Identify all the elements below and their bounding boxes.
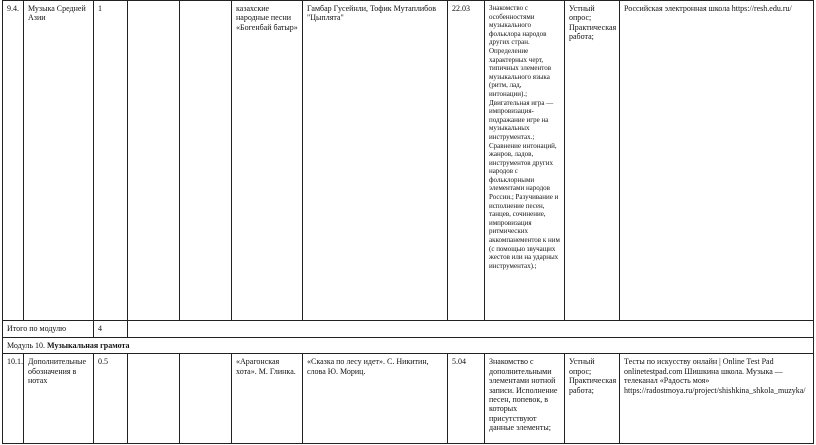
- listening-cell: «Арагонская хота». М. Глинка.: [232, 354, 303, 444]
- module-total-row: [3, 321, 814, 338]
- row-number: 9.4.: [3, 1, 24, 321]
- table-row: [3, 1, 814, 321]
- topic-cell: Музыка Средней Азии: [24, 1, 94, 321]
- date-cell: 5.04: [448, 354, 485, 444]
- activities-cell: Знакомство с дополнительными элементами нотной записи. Исполнение песен, попевок, в которых присутствуют данные элементы;: [485, 354, 565, 444]
- practical-works-cell: [180, 354, 232, 444]
- singing-cell: Гамбар Гусейнли, Тофик Мутаплибов "Цыплята": [303, 1, 448, 321]
- listening-cell: казахские народные песни «Богенбай батыр»: [232, 1, 303, 321]
- activities-cell: Знакомство с особенностями музыкального фольклора народов других стран. Определение характерных черт, типичных элементов музыкального языка (ритм, лад, интонации).; Двигательная игра — импровизация-подражание игре на музыкальных инструментах.; Сравнение интонаций, жанров, ладов, инструментов других народов с фольклорными элементами народов России.; Разучивание и исполнение песен, танцев, сочинение, импровизация ритмических аккомпанементов к ним (с помощью звучащих жестов или на ударных инструментах).;: [485, 1, 565, 321]
- practical-works-cell: [180, 1, 232, 321]
- hours-cell: 1: [94, 1, 128, 321]
- date-cell: 22.03: [448, 1, 485, 321]
- module-number: Модуль 10.: [7, 341, 46, 350]
- module-total-value: 4: [94, 321, 128, 338]
- control-works-cell: [128, 354, 180, 444]
- topic-cell: Дополнительные обозначения в нотах: [24, 354, 94, 444]
- control-form-cell: Устный опрос; Практическая работа;: [565, 354, 620, 444]
- module-total-empty: [128, 321, 814, 338]
- control-works-cell: [128, 1, 180, 321]
- row-number: 10.1.: [3, 354, 24, 444]
- curriculum-table: [2, 0, 814, 444]
- resources-cell: Тесты по искусству онлайн | Online Test Pad onlinetestpad.com Шишкина школа. Музыка — телеканал «Радость моя» https://radostmoya.ru/project/shishkina_shkola_muzyka/: [620, 354, 814, 444]
- table-row: [3, 354, 814, 444]
- hours-cell: 0.5: [94, 354, 128, 444]
- resources-cell: Российская электронная школа https://resh.edu.ru/: [620, 1, 814, 321]
- module-total-label: Итого по модулю: [3, 321, 94, 338]
- singing-cell: «Сказка по лесу идет». С. Никитин, слова Ю. Мориц.: [303, 354, 448, 444]
- module-header: [3, 338, 814, 354]
- module-title: Музыкальная грамота: [47, 341, 130, 350]
- module-header-row: [3, 338, 814, 354]
- control-form-cell: Устный опрос; Практическая работа;: [565, 1, 620, 321]
